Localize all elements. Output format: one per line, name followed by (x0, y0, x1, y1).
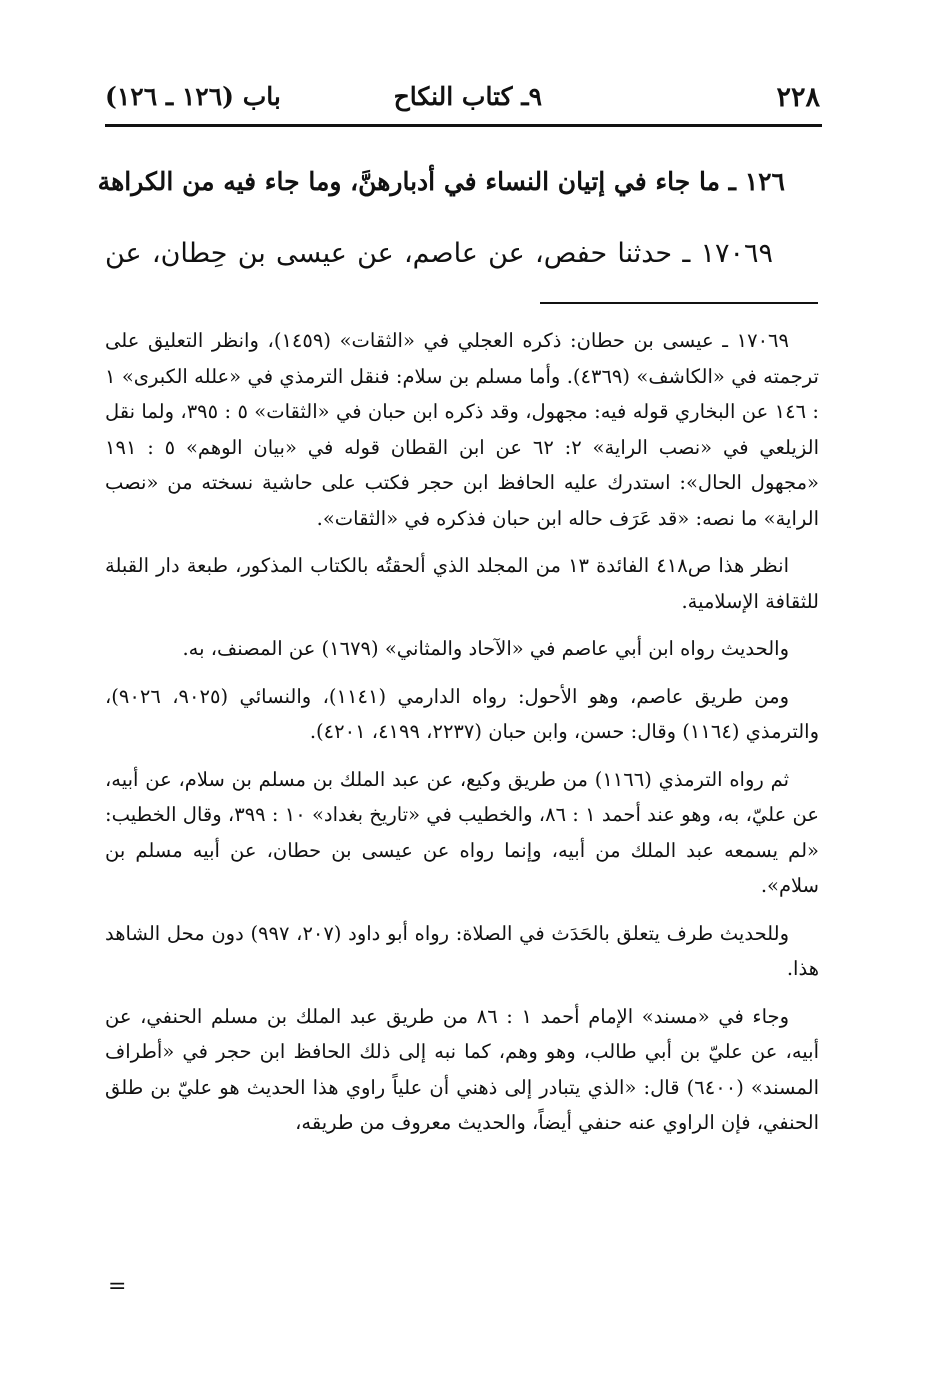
continuation-mark: = (108, 1274, 127, 1299)
hadith-text: ١٧٠٦٩ ـ حدثنا حفص، عن عاصم، عن عيسى بن حِطان، عن (105, 238, 773, 269)
footnotes (105, 323, 819, 1153)
footnote-paragraph: والحديث رواه ابن أبي عاصم في «الآحاد والمثاني» (١٦٧٩) عن المصنف، به. (182, 637, 789, 660)
book-title: ٩ـ كتاب النكاح (393, 82, 542, 111)
footnote-paragraph: وللحديث طرف يتعلق بالحَدَث في الصلاة: رواه أبو داود (٢٠٧، ٩٩٧) دون محل الشاهد هذا. (105, 921, 819, 980)
footnote-paragraph: ومن طريق عاصم، وهو الأحول: رواه الدارمي (١١٤١)، والنسائي (٩٠٢٥، ٩٠٢٦)، والترمذي (١١٦٤) وقال: حسن، وابن حبان (٢٢٣٧، ٤١٩٩، ٤٢٠١). (105, 684, 819, 743)
footnote-separator (540, 302, 818, 304)
footnote-paragraph: انظر هذا ص٤١٨ الفائدة ١٣ من المجلد الذي ألحقتُه بالكتاب المذكور، طبعة دار القبلة للثقافة الإسلامية. (105, 554, 819, 613)
chapter-range: باب (١٢٦ ـ ١٢٦) (105, 82, 281, 111)
page-number: ٢٢٨ (776, 82, 820, 113)
footnote-paragraph: ثم رواه الترمذي (١١٦٦) من طريق وكيع، عن عبد الملك بن مسلم بن سلام، عن أبيه، عن عليّ، به، وهو عند أحمد ١ : ٨٦، والخطيب في «تاريخ بغداد» ١٠ : ٣٩٩، وقال الخطيب: «لم يسمعه عبد الملك من أبيه، وإنما رواه عن عيسى بن حطان، عن أبيه مسلم بن سلام». (105, 767, 819, 897)
chapter-title: ١٢٦ ـ ما جاء في إتيان النساء في أدبارهنَّ، وما جاء فيه من الكراهة (97, 167, 785, 196)
header-rule (105, 124, 822, 127)
footnote-paragraph: وجاء في «مسند» الإمام أحمد ١ : ٨٦ من طريق عبد الملك بن مسلم الحنفي، عن أبيه، عن عليّ بن أبي طالب، وهو وهم، كما نبه إلى ذلك الحافظ ابن حجر في «أطراف المسند» (٦٤٠٠) قال: «الذي يتبادر إلى ذهني أن علياً راوي هذا الحديث هو عليّ بن طلق الحنفي، فإن الراوي عنه حنفي أيضاً، والحديث معروف من طريقه، (105, 1004, 820, 1134)
running-header (105, 78, 820, 122)
footnote-paragraph: ١٧٠٦٩ ـ عيسى بن حطان: ذكره العجلي في «الثقات» (١٤٥٩)، وانظر التعليق على ترجمته في «الكاشف» (٤٣٦٩). وأما مسلم بن سلام: فنقل الترمذي في «علله الكبرى» ١ : ١٤٦ عن البخاري قوله فيه: مجهول، وقد ذكره ابن حبان في «الثقات» ٥ : ٣٩٥، ولما نقل الزيلعي في «نصب الراية» ٢: ٦٢ عن ابن القطان قوله في «بيان الوهم» ٥ : ١٩١ «مجهول الحال»: استدرك عليه الحافظ ابن حجر فكتب على حاشية نسخته من «نصب الراية» ما نصه: «قد عَرَف حاله ابن حبان فذكره في «الثقات». (105, 329, 819, 530)
